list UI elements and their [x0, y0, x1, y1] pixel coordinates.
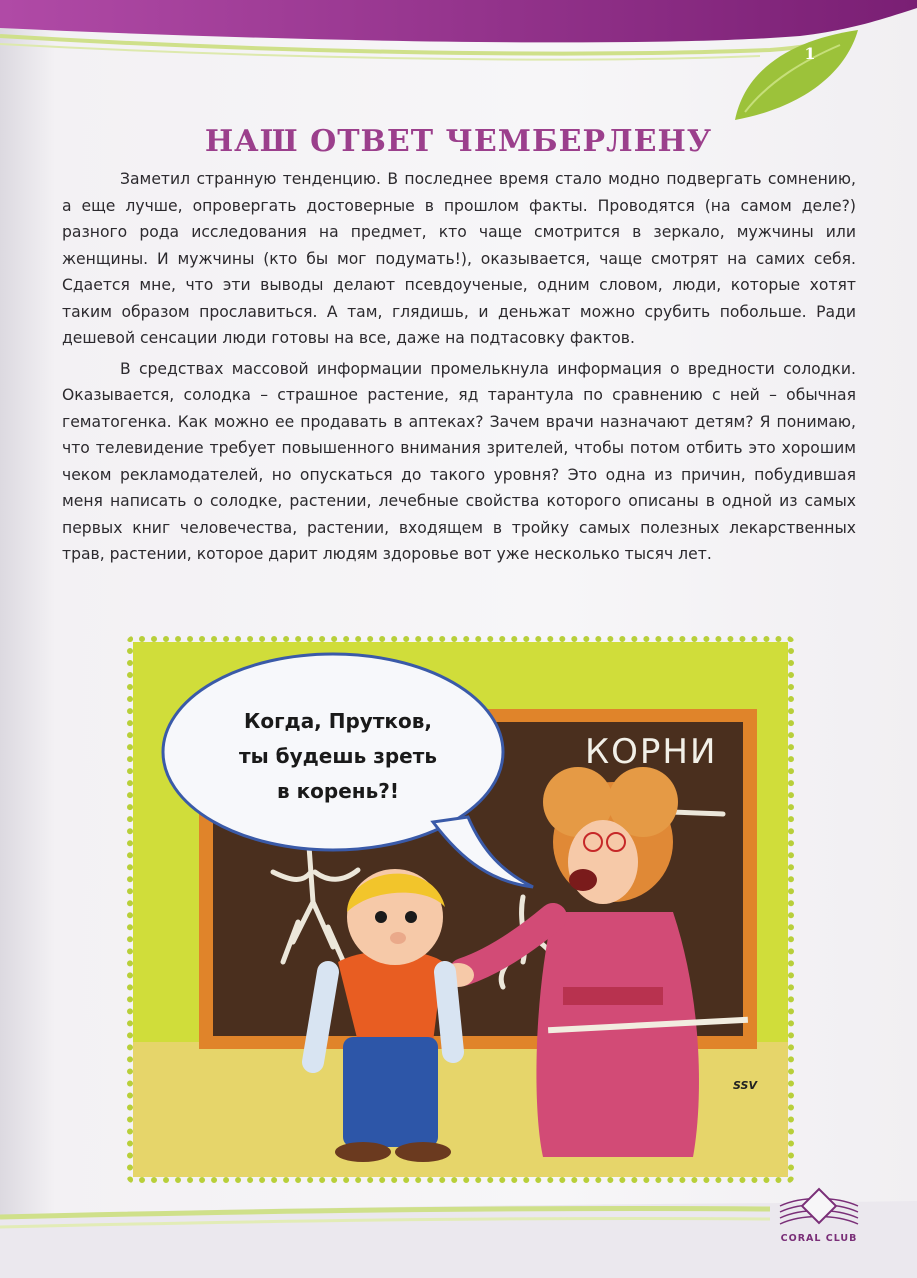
logo-text: CORAL CLUB — [780, 1233, 858, 1244]
paragraph-1: Заметил странную тенденцию. В последнее время стало модно подвергать сомнению, а еще лучше, опровергать достоверные в прошлом факты. Проводятся (на самом деле?) разного рода исследования на предмет, кто чаще смотрится в зеркало, мужчины или женщины. И мужчины (кто бы мог подумать!), оказывается, чаще смотрят на самих себя. Сдается мне, что эти выводы делают псевдоученые, одним словом, люди, которые хотят таким образом прославиться. А там, глядишь, и деньжат можно срубить побольше. Ради дешевой сенсации люди готовы на все, даже на подтасовку фактов. — [62, 170, 856, 347]
cartoon-illustration — [127, 636, 794, 1183]
page-title: НАШ ОТВЕТ ЧЕМБЕРЛЕНУ — [204, 124, 713, 159]
artist-signature: SSV — [733, 1079, 757, 1092]
paragraph-2: В средствах массовой информации промелькнула информация о вредности солодки. Оказывается, солодка – страшное растение, яд тарантула по сравнению с ней – обычная гематогенка. Как можно ее продавать в аптеках? Зачем врачи назначают детям? Я понимаю, что телевидение требует повышенного внимания зрителей, чтобы потом отбить это хорошим чеком рекламодателей, но опускаться до такого уровня? Это одна из причин, побудившая меня написать о солодке, растении, лечебные свойства которого описаны в одной из самых первых книг человечества, растении, входящем в тройку самых полезных лекарственных трав, растении, которое дарит людям здоровье вот уже несколько тысяч лет. — [62, 359, 856, 563]
header-decoration — [0, 0, 917, 130]
coral-club-logo-icon — [776, 1186, 862, 1258]
speech-bubble-text — [213, 704, 463, 809]
speech-line-1: Когда, Прутков, — [244, 709, 432, 733]
page-number: 1 — [804, 44, 816, 63]
speech-line-2: ты будешь зреть — [239, 744, 437, 768]
article-body — [62, 166, 856, 572]
speech-line-3: в корень?! — [276, 779, 399, 803]
blackboard-word: КОРНИ — [585, 732, 718, 772]
